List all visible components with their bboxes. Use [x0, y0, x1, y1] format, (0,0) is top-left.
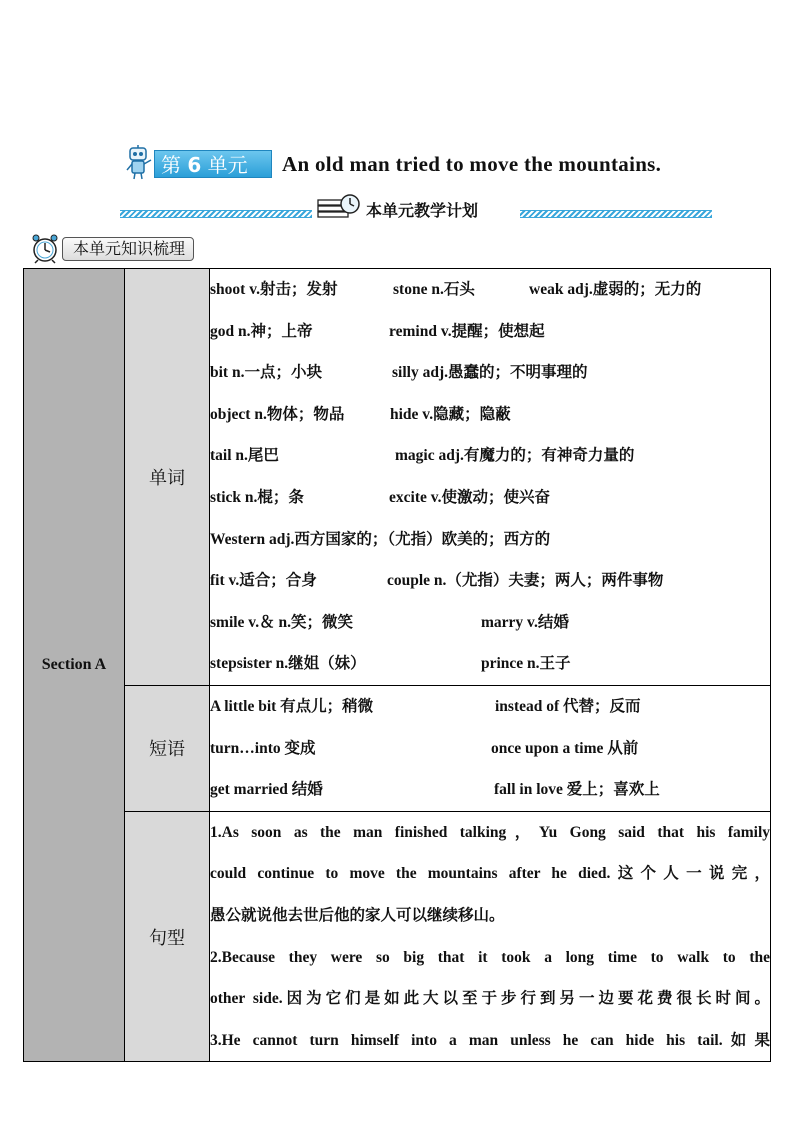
sentences-label: 句型: [125, 811, 210, 1062]
vocab-word: bit n.一点；小块: [210, 364, 322, 382]
vocab-line: [210, 602, 770, 644]
sentences-content: [210, 811, 771, 1062]
divider-left: [120, 210, 312, 218]
vocab-line: [210, 394, 770, 436]
unit-title: An old man tried to move the mountains.: [282, 152, 662, 176]
teaching-plan-bar: [120, 192, 712, 224]
phrases-row: [24, 685, 771, 811]
vocab-word: stick n.棍；条: [210, 488, 304, 506]
vocab-word: stone n.石头: [393, 281, 475, 298]
phrase-item: turn…into 变成: [210, 739, 316, 757]
vocab-content: [210, 269, 771, 686]
vocab-line: [210, 352, 770, 394]
unit-badge: [154, 150, 272, 178]
phrases-content: [210, 685, 771, 811]
vocab-word: prince n.王子: [481, 655, 571, 673]
phrase-item: once upon a time 从前: [491, 739, 639, 757]
teaching-plan-title: 本单元教学计划: [366, 201, 479, 220]
vocab-word: silly adj.愚蠢的；不明事理的: [392, 364, 588, 382]
unit-badge-suffix: 单元: [207, 153, 248, 177]
vocab-word: god n.神；上帝: [210, 322, 313, 340]
vocab-word: weak adj.虚弱的；无力的: [529, 281, 702, 298]
alarm-clock-icon: [28, 232, 64, 264]
phrase-item: get married 结婚: [210, 781, 323, 799]
vocab-word: magic adj.有魔力的；有神奇力量的: [395, 447, 635, 465]
robot-mascot-icon: [124, 144, 158, 180]
vocab-label: 单词: [125, 269, 210, 686]
phrase-line: [210, 728, 770, 770]
knowledge-heading: [28, 232, 214, 264]
sentence-line: could continue to move the mountains after he died.这个人一说完，: [210, 865, 770, 883]
vocab-line: [210, 311, 770, 353]
book-clock-icon: [316, 192, 362, 222]
vocab-word: stepsister n.继姐（妹）: [210, 655, 366, 673]
sentence-line: other side.因为它们是如此大以至于步行到另一边要花费很长时间。: [210, 990, 770, 1008]
vocab-row: [24, 269, 771, 686]
vocab-line: [210, 435, 770, 477]
vocab-word: fit v.适合；合身: [210, 572, 317, 590]
vocab-word: Western adj.西方国家的；（尤指）欧美的；西方的: [210, 530, 551, 548]
vocab-line: [210, 269, 770, 311]
phrase-item: A little bit 有点儿；稍微: [210, 697, 374, 715]
vocab-word: marry v.结婚: [481, 613, 569, 631]
unit-header: [124, 142, 724, 182]
sentence-line: 1.As soon as the man finished talking，Yu Gong said that his family: [210, 823, 770, 841]
vocab-word: object n.物体；物品: [210, 405, 345, 423]
knowledge-title: 本单元知识梳理: [62, 237, 194, 261]
unit-badge-prefix: 第: [161, 153, 181, 177]
unit-badge-number: 6: [187, 153, 202, 177]
vocab-line: [210, 643, 770, 685]
phrases-label: 短语: [125, 685, 210, 811]
vocab-line: [210, 560, 770, 602]
phrase-line: [210, 686, 770, 728]
sentence-line: 愚公就说他去世后他的家人可以继续移山。: [210, 906, 505, 924]
sentence-line: 2.Because they were so big that it took a long time to walk to the: [210, 948, 770, 966]
section-label: Section A: [24, 269, 125, 1062]
phrase-item: instead of 代替；反而: [495, 697, 641, 715]
vocab-word: smile v.＆ n.笑；微笑: [210, 613, 353, 631]
divider-right: [520, 210, 712, 218]
sentence-line: 3.He cannot turn himself into a man unless he can hide his tail.如果: [210, 1031, 770, 1049]
knowledge-table: [23, 268, 771, 1062]
vocab-word: tail n.尾巴: [210, 447, 279, 465]
phrase-item: fall in love 爱上；喜欢上: [494, 781, 660, 799]
sentences-row: [24, 811, 771, 1062]
vocab-line: [210, 477, 770, 519]
vocab-word: remind v.提醒；使想起: [389, 322, 545, 340]
vocab-line: [210, 519, 770, 561]
vocab-word: hide v.隐藏；隐蔽: [390, 405, 511, 423]
phrase-line: [210, 769, 770, 811]
vocab-word: couple n.（尤指）夫妻；两人；两件事物: [387, 572, 664, 590]
vocab-word: excite v.使激动；使兴奋: [389, 488, 551, 506]
vocab-word: shoot v.射击；发射: [210, 281, 338, 298]
